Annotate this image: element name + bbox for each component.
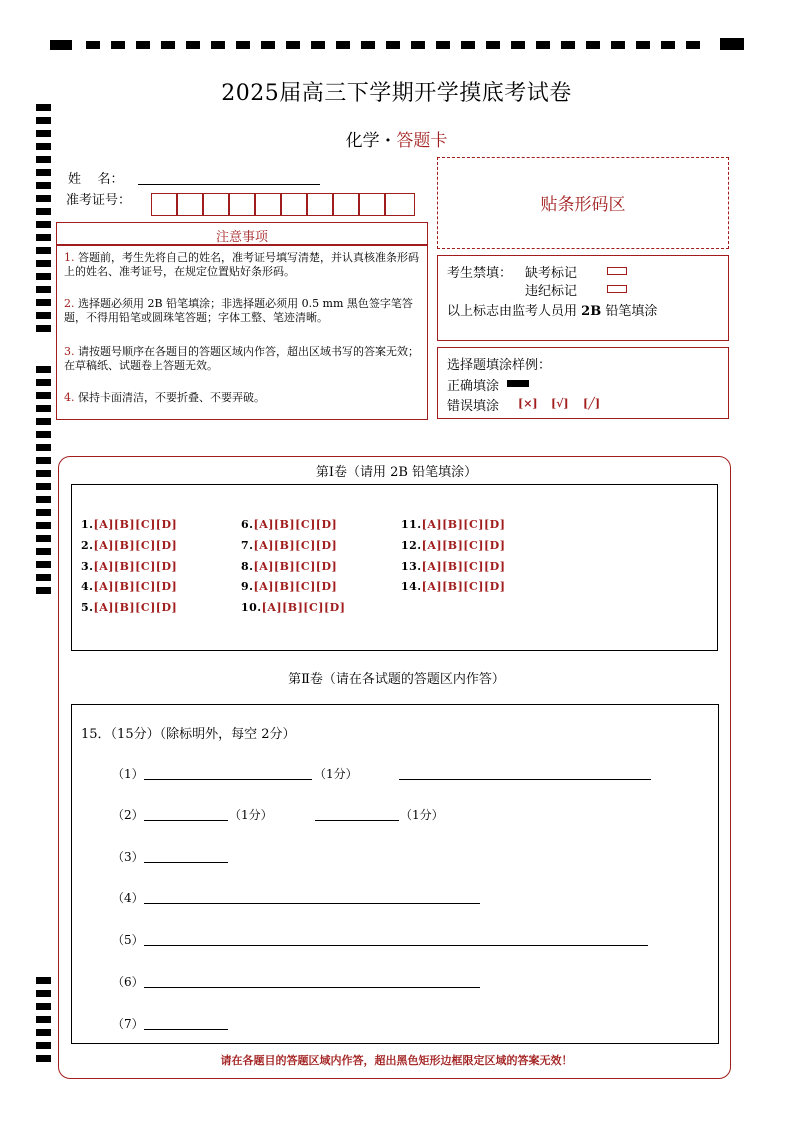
wrong-fill-label: 错误填涂 [447,399,500,414]
note-number: 4. [64,391,75,404]
note-item-1 [64,251,424,279]
note-item-4 [64,391,424,405]
exam-id-cell[interactable] [333,193,359,216]
sub2-blank-a[interactable] [144,820,228,821]
left-mark [36,273,51,280]
choice-q1[interactable]: 1.[A][B][C][D] [81,518,178,531]
left-mark [36,535,51,542]
name-underline[interactable] [138,184,320,185]
choice-q11[interactable]: 11.[A][B][C][D] [401,518,506,531]
left-mark [36,299,51,306]
absent-mark-label: 缺考标记 [525,266,578,281]
choice-q8[interactable]: 8.[A][B][C][D] [241,560,338,573]
subtitle-dot: · [385,131,391,151]
top-mark [611,41,625,49]
top-mark [411,41,425,49]
footer-warning: 请在各题目的答题区域内作答，超出黑色矩形边框限定区域的答案无效！ [220,1054,573,1067]
choice-q12[interactable]: 12.[A][B][C][D] [401,539,506,552]
subject-label: 化学 [345,131,380,151]
top-mark [261,41,275,49]
exam-id-cell[interactable] [203,193,229,216]
barcode-label: 贴条形码区 [540,195,626,215]
fill-example-title: 选择题填涂样例： [447,358,552,373]
sub2-blank-b[interactable] [315,820,399,821]
top-mark [636,41,650,49]
notes-title: 注意事项 [215,230,268,245]
top-mark [361,41,375,49]
note-text: 保持卡面清洁，不要折叠、不要弄破。 [78,391,265,404]
left-mark [36,444,51,451]
choice-q5[interactable]: 5.[A][B][C][D] [81,601,178,614]
note-number: 2. [64,297,75,310]
left-mark [36,208,51,215]
sub7-blank[interactable] [144,1029,228,1030]
top-mark [511,41,525,49]
exam-id-cell[interactable] [151,193,177,216]
note-text: 答题前，考生先将自己的姓名，准考证号填写清楚，并认真核准条形码上的姓名、准考证号，在规定位置贴好条形码。 [64,251,419,278]
top-mark [211,41,225,49]
left-mark [36,247,51,254]
left-mark [36,405,51,412]
exam-id-label: 准考证号： [66,193,132,208]
q15-header: 15．（15分）（除标明外，每空 2分） [81,727,296,742]
top-mark [486,41,500,49]
left-mark [36,561,51,568]
top-mark [311,41,325,49]
top-mark [236,41,250,49]
exam-id-cell[interactable] [281,193,307,216]
top-mark [436,41,450,49]
top-mark [50,40,72,50]
left-mark [36,1003,51,1010]
wrong-mark-x: [×] [518,397,538,410]
violation-mark-label: 违纪标记 [525,284,578,299]
correct-fill-label: 正确填涂 [447,379,500,394]
exam-id-cell[interactable] [255,193,281,216]
left-mark [36,156,51,163]
part2-title: 第Ⅱ卷（请在各试题的答题区内作答） [288,672,505,687]
part1-title: 第Ⅰ卷（请用 2B 铅笔填涂） [315,465,478,480]
forbid-note-bold: 2B [581,304,602,319]
choice-q4[interactable]: 4.[A][B][C][D] [81,580,178,593]
sub6-label: （6） [112,975,144,989]
left-mark [36,195,51,202]
top-mark [136,41,150,49]
left-mark [36,509,51,516]
top-mark [86,41,100,49]
sub2-points-a: （1分） [229,808,273,822]
sub3-label: （3） [112,850,144,864]
top-mark [586,41,600,49]
note-item-2 [64,297,424,325]
choice-q14[interactable]: 14.[A][B][C][D] [401,580,506,593]
choice-q7[interactable]: 7.[A][B][C][D] [241,539,338,552]
left-mark [36,418,51,425]
choice-q9[interactable]: 9.[A][B][C][D] [241,580,338,593]
exam-title: 2025届高三下学期开学摸底考试卷 [221,81,572,106]
left-mark [36,1029,51,1036]
wrong-mark-check: [√] [551,397,569,410]
left-mark [36,234,51,241]
left-mark [36,574,51,581]
sub5-blank[interactable] [144,945,648,946]
left-mark [36,366,51,373]
left-mark [36,483,51,490]
left-mark [36,260,51,267]
sub3-blank[interactable] [144,862,228,863]
left-mark [36,1016,51,1023]
left-mark [36,496,51,503]
choice-q10[interactable]: 10.[A][B][C][D] [241,601,346,614]
absent-mark-box[interactable] [607,267,627,275]
left-mark [36,221,51,228]
left-mark [36,379,51,386]
top-mark [186,41,200,49]
top-mark [686,41,700,49]
top-mark [386,41,400,49]
sub5-label: （5） [112,933,144,947]
note-text: 请按题号顺序在各题目的答题区域内作答，超出区域书写的答案无效；在草稿纸、试题卷上答题无效。 [64,345,419,372]
top-mark [720,38,744,50]
left-mark [36,587,51,594]
sub1-label: （1） [112,767,144,781]
sub1-points: （1分） [314,767,358,781]
exam-id-cell[interactable] [177,193,203,216]
note-number: 3. [64,345,75,358]
wrong-mark-slash: [╱] [583,397,601,410]
sub1-blank-a[interactable] [144,779,312,780]
choice-q6[interactable]: 6.[A][B][C][D] [241,518,338,531]
choice-q3[interactable]: 3.[A][B][C][D] [81,560,178,573]
left-mark [36,169,51,176]
left-mark [36,117,51,124]
left-mark [36,286,51,293]
forbid-label: 考生禁填： [447,266,513,281]
top-mark [336,41,350,49]
part2-box [71,704,719,1044]
barcode-area [437,157,729,249]
exam-id-cell[interactable] [359,193,385,216]
choice-q13[interactable]: 13.[A][B][C][D] [401,560,506,573]
left-mark [36,1042,51,1049]
left-mark [36,182,51,189]
left-mark [36,325,51,332]
sub1-blank-b[interactable] [399,779,651,780]
top-mark [161,41,175,49]
sub2-label: （2） [112,808,144,822]
card-subtitle [0,126,793,151]
left-mark [36,548,51,555]
sub7-label: （7） [112,1017,144,1031]
top-mark [661,41,675,49]
sub6-blank[interactable] [144,987,480,988]
left-mark [36,392,51,399]
exam-id-cell[interactable] [307,193,333,216]
forbid-note [447,300,657,319]
left-mark [36,522,51,529]
sub4-blank[interactable] [144,903,480,904]
left-mark [36,990,51,997]
top-mark [536,41,550,49]
sub4-label: （4） [112,891,144,905]
left-mark [36,312,51,319]
name-label: 姓 名： [68,172,124,187]
top-mark [561,41,575,49]
answer-card-label: 答题卡 [396,131,448,151]
exam-id-cell[interactable] [229,193,255,216]
exam-id-cell[interactable] [385,193,415,216]
left-mark [36,431,51,438]
correct-fill-swatch [507,380,529,387]
note-text: 选择题必须用 2B 铅笔填涂；非选择题必须用 0.5 mm 黑色签字笔答题，不得用铅笔或圆珠笔答题；字体工整、笔迹清晰。 [64,297,413,324]
forbid-note-post: 铅笔填涂 [605,304,658,319]
note-item-3 [64,345,424,373]
left-mark [36,977,51,984]
violation-mark-box[interactable] [607,285,627,293]
top-mark [111,41,125,49]
choice-q2[interactable]: 2.[A][B][C][D] [81,539,178,552]
top-mark [286,41,300,49]
sub2-points-b: （1分） [400,808,444,822]
note-number: 1. [64,251,75,264]
top-mark [461,41,475,49]
notes-title-box [56,222,428,245]
forbid-note-pre: 以上标志由监考人员用 [447,304,578,319]
